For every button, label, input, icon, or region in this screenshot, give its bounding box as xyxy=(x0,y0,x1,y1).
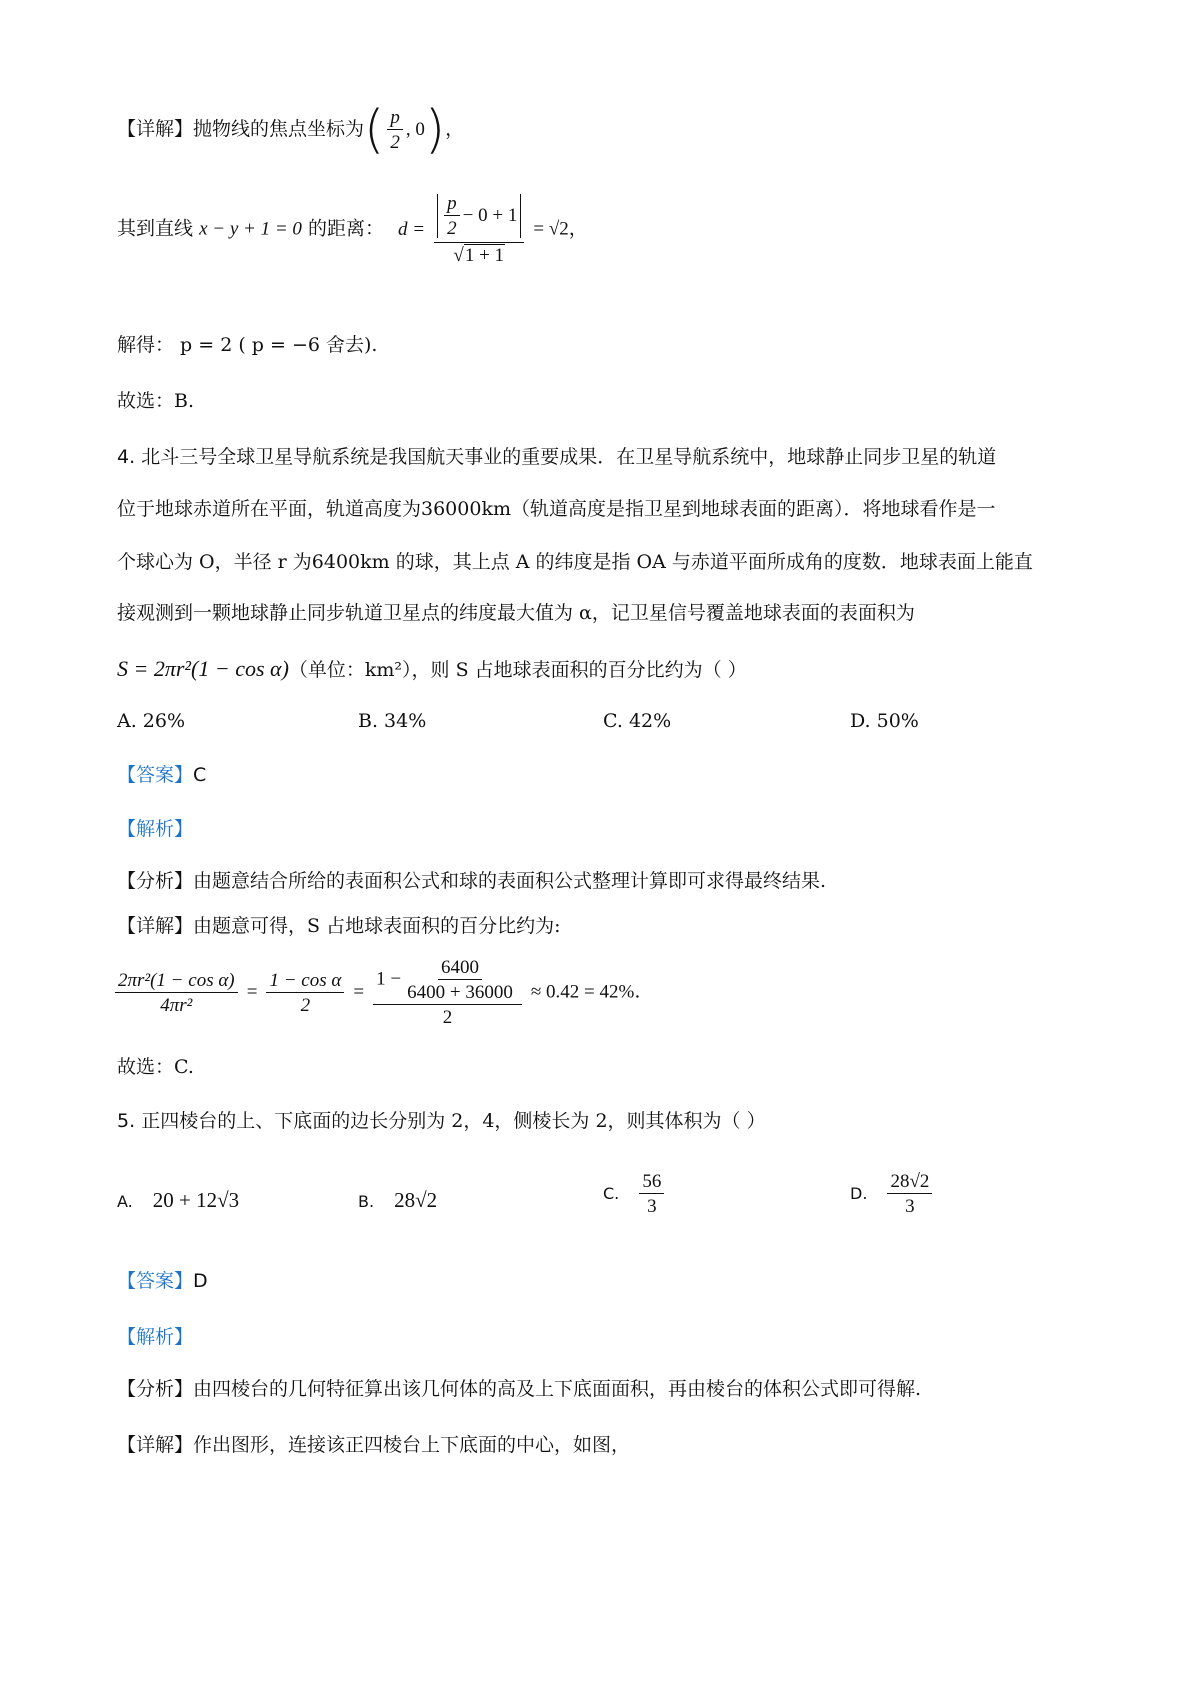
q5-text: 正四棱台的上、下底面的边长分别为 2，4，侧棱长为 2，则其体积为（ ） xyxy=(141,1110,766,1132)
q3-solve: 解得： p = 2 ( p = −6 舍去). xyxy=(117,334,378,356)
sqrt-den: √1 + 1 xyxy=(453,245,505,266)
analysis-prefix: 【分析】 xyxy=(117,870,194,892)
q4-text-1: 北斗三号全球卫星导航系统是我国航天事业的重要成果．在卫星导航系统中，地球静止同步卫星的轨道 xyxy=(141,446,997,468)
equals-2: = xyxy=(353,981,365,1003)
q4-analysis xyxy=(117,872,826,891)
right-paren: ) xyxy=(424,100,446,160)
frac-inner-numeric: $\frac{6400}{6400 + 36000}$ xyxy=(407,957,513,1003)
q4-option-c[interactable]: C. 42% xyxy=(603,710,672,732)
q5-answer xyxy=(117,1272,208,1291)
q4-computation xyxy=(112,958,640,1027)
analysis-prefix: 【分析】 xyxy=(117,1378,194,1400)
q5-detail xyxy=(117,1436,630,1455)
q5-analysis-text: 由四棱台的几何特征算出该几何体的高及上下底面面积，再由棱台的体积公式即可得解. xyxy=(193,1378,922,1400)
q4-jiexi-label: 【解析】 xyxy=(117,818,194,840)
q5-answer-value: D xyxy=(193,1270,208,1292)
q3-distance-line xyxy=(117,194,588,265)
q5-analysis xyxy=(117,1380,921,1399)
q4-line1 xyxy=(117,448,996,467)
q3-choice: 故选：B. xyxy=(117,390,195,412)
q4-detail xyxy=(117,917,560,936)
q5-number: 5. xyxy=(117,1110,136,1132)
detail-prefix: 【详解】 xyxy=(117,118,194,140)
answer-prefix: 【答案】 xyxy=(117,1270,194,1292)
q3-distance-mid: 的距离： xyxy=(307,217,384,240)
q4-area-formula: S = 2πr²(1 − cos α) xyxy=(117,656,289,681)
q3-line2-tail: ， xyxy=(568,217,588,240)
answer-prefix: 【答案】 xyxy=(117,764,194,786)
q5-option-c[interactable]: C. $\frac{56}{3}$ xyxy=(603,1172,667,1216)
q4-answer xyxy=(117,766,206,785)
q4-line3: 个球心为 O，半径 r 为6400km 的球，其上点 A 的纬度是指 OA 与赤道平面所成角的度数．地球表面上能直 xyxy=(117,551,1033,573)
q4-number: 4. xyxy=(117,446,136,468)
inner-fraction: $\frac{p}{2}$ xyxy=(444,194,460,238)
focus-rest: , 0 xyxy=(405,119,425,140)
q4-line4: 接观测到一颗地球静止同步轨道卫星点的纬度最大值为 α，记卫星信号覆盖地球表面的表面积为 xyxy=(117,602,915,624)
q4-line5 xyxy=(117,658,747,680)
q5-question xyxy=(117,1112,766,1131)
abs-value xyxy=(437,194,521,238)
q4-option-a[interactable]: A. 26% xyxy=(117,710,186,732)
focus-num: p xyxy=(387,108,403,130)
q4-option-b[interactable]: B. 34% xyxy=(358,710,427,732)
d-rhs: = √2 xyxy=(533,218,569,240)
q4-option-d[interactable]: D. 50% xyxy=(850,710,919,732)
frac-numeric: 1 − $\frac{6400}{6400 + 36000}$ 2 xyxy=(373,958,522,1027)
q3-distance-text: 其到直线 xyxy=(117,217,194,240)
q5-option-d[interactable]: D. $\frac{28√2}{3}$ xyxy=(850,1172,935,1216)
q3-focus-text: 抛物线的焦点坐标为 xyxy=(193,118,365,140)
d-lhs: d = xyxy=(398,218,426,240)
q5-option-a[interactable]: A. 20 + 12√3 xyxy=(117,1188,240,1212)
left-paren: ( xyxy=(364,100,385,160)
detail-prefix: 【详解】 xyxy=(117,1434,194,1456)
q4-result-tail: . xyxy=(634,980,641,1003)
q5-jiexi-label: 【解析】 xyxy=(117,1326,194,1348)
abs-rest: − 0 + 1 xyxy=(462,205,518,226)
q3-detail-line xyxy=(117,100,465,160)
q5-detail-text: 作出图形，连接该正四棱台上下底面的中心，如图， xyxy=(193,1434,631,1456)
frac-cos: $\frac{\text{1 − cos α}}{2}$ xyxy=(266,971,344,1015)
detail-prefix: 【详解】 xyxy=(117,915,194,937)
q4-answer-value: C xyxy=(193,764,207,786)
q4-line5-rest: （单位：km²），则 S 占地球表面积的百分比约为（ ） xyxy=(288,659,747,681)
q4-choice: 故选：C. xyxy=(117,1056,194,1078)
distance-fraction xyxy=(434,194,524,265)
frac-area-ratio: $\frac{\text{2πr²(1 − cos α)}}{\text{4πr²}}$ xyxy=(115,971,238,1015)
q4-detail-text: 由题意可得，S 占地球表面积的百分比约为: xyxy=(193,915,561,937)
q4-analysis-text: 由题意结合所给的表面积公式和球的表面积公式整理计算即可求得最终结果. xyxy=(193,870,827,892)
equals-1: = xyxy=(246,981,258,1003)
focus-fraction xyxy=(387,108,403,152)
focus-den: 2 xyxy=(390,132,400,153)
q5-option-b[interactable]: B. 28√2 xyxy=(358,1188,438,1212)
q4-line2: 位于地球赤道所在平面，轨道高度为36000km（轨道高度是指卫星到地球表面的距离）．将地球看作是一 xyxy=(117,498,996,520)
q4-result: ≈ 0.42 = 42% xyxy=(530,981,635,1003)
q3-line1-tail: ， xyxy=(445,118,465,140)
line-equation: x − y + 1 = 0 xyxy=(199,218,302,240)
